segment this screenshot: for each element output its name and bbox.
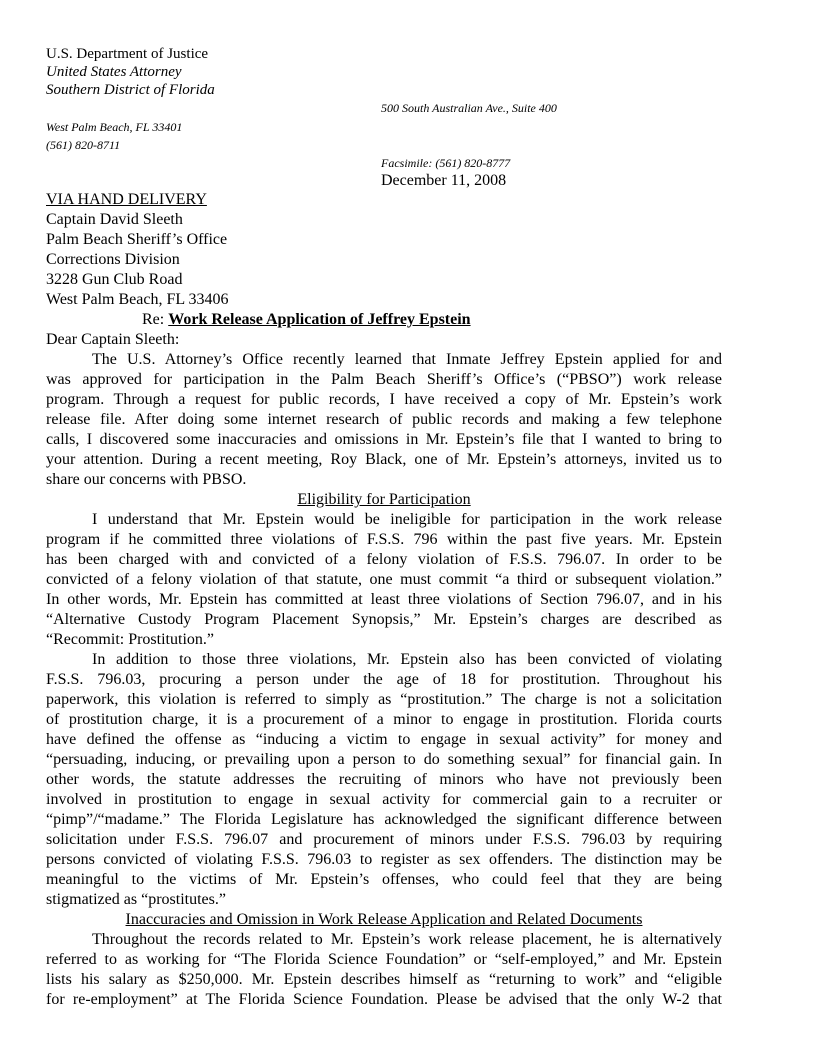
paragraph [46,650,722,910]
paragraph-line: referred to as working for “The Florida Science Foundation” or “self-employed,” and Mr. Epstein [46,951,722,968]
paragraph-line: In addition to those three violations, Mr. Epstein also has been convicted of violating [92,651,722,668]
city-address: West Palm Beach, FL 33401 [46,120,183,134]
paragraph-line: “pimp”/“madame.” The Florida Legislature has acknowledged the significant difference between [46,811,722,828]
paragraph-line: have defined the offense as “inducing a victim to engage in sexual activity” for money and [46,731,722,748]
paragraph-line: calls, I discovered some inaccuracies and omissions in Mr. Epstein’s file that I wanted to bring to [46,431,722,448]
phone-number: (561) 820-8711 [46,138,121,152]
paragraph-line: paperwork, this violation is referred to simply as “prostitution.” The charge is not a solicitation [46,691,722,708]
recipient-line: 3228 Gun Club Road [46,271,183,288]
paragraph [46,350,722,490]
paragraph-line: program. Through a request for public records, I have received a copy of Mr. Epstein’s work [46,391,722,408]
delivery-method: VIA HAND DELIVERY [46,191,207,208]
paragraph-line: program if he committed three violations of F.S.S. 796 within the past five years. Mr. Epstein [46,531,722,548]
salutation: Dear Captain Sleeth: [46,331,180,348]
recipient-address [46,210,722,310]
paragraph [46,510,722,650]
recipient-line: Captain David Sleeth [46,211,183,228]
paragraph-line: The U.S. Attorney’s Office recently learned that Inmate Jeffrey Epstein applied for and [92,351,722,368]
recipient-line: Corrections Division [46,251,180,268]
paragraph [46,930,722,1010]
paragraph-line: convicted of a felony violation of that statute, one must commit “a third or subsequent violation.” [46,571,722,588]
paragraph-line: release file. After doing some internet research of public records and making a few telephone [46,411,722,428]
paragraph-line: share our concerns with PBSO. [46,471,247,488]
section-heading: Eligibility for Participation [297,491,471,508]
re-prefix: Re: [142,311,169,328]
paragraph-line: other words, the statute addresses the recruiting of minors who have not previously been [46,771,722,788]
subject-line [46,310,722,330]
paragraph-line: “persuading, inducing, or prevailing upon a person to do something sexual” for financial gain. In [46,751,722,768]
paragraph-line: F.S.S. 796.03, procuring a person under the age of 18 for prostitution. Throughout his [46,671,722,688]
paragraph-line: for re-employment” at The Florida Science Foundation. Please be advised that the only W-2 that [46,991,722,1008]
street-address: 500 South Australian Ave., Suite 400 [381,101,557,115]
paragraph-line: persons convicted of violating F.S.S. 796.03 to register as sex offenders. The distinction may be [46,851,722,868]
district-name: Southern District of Florida [46,82,215,98]
re-subject: Work Release Application of Jeffrey Epstein [168,311,471,328]
letter-date: December 11, 2008 [381,172,507,189]
recipient-line: West Palm Beach, FL 33406 [46,291,229,308]
paragraph-line: involved in prostitution to engage in sexual activity for commercial gain to a recruiter or [46,791,722,808]
paragraph-line: stigmatized as “prostitutes.” [46,891,226,908]
office-name: United States Attorney [46,64,182,80]
paragraph-line: I understand that Mr. Epstein would be ineligible for participation in the work release [92,511,722,528]
paragraph-line: solicitation under F.S.S. 796.07 and procurement of minors under F.S.S. 796.03 by requiring [46,831,722,848]
fax-number: Facsimile: (561) 820-8777 [381,156,511,170]
paragraph-line: “Recommit: Prostitution.” [46,631,214,648]
paragraph-line: of prostitution charge, it is a procurement of a minor to engage in prostitution. Florida courts [46,711,722,728]
section-heading: Inaccuracies and Omission in Work Release Application and Related Documents [125,911,643,928]
agency-name: U.S. Department of Justice [46,46,209,62]
paragraph-line: “Alternative Custody Program Placement Synopsis,” Mr. Epstein’s charges are described as [46,611,722,628]
paragraph-line: was approved for participation in the Palm Beach Sheriff’s Office’s (“PBSO”) work release [46,371,722,388]
paragraph-line: Throughout the records related to Mr. Epstein’s work release placement, he is alternatively [92,931,722,948]
paragraph-line: your attention. During a recent meeting, Roy Black, one of Mr. Epstein’s attorneys, invited us to [46,451,722,468]
paragraph-line: meaningful to the victims of Mr. Epstein’s offenses, who could feel that they are being [46,871,722,888]
paragraph-line: In other words, Mr. Epstein has committed at least three violations of Section 796.07, and in his [46,591,722,608]
paragraph-line: lists his salary as $250,000. Mr. Epstein describes himself as “returning to work” and “eligible [46,971,722,988]
letter-body [46,190,722,1010]
paragraph-line: has been charged with and convicted of a felony violation of F.S.S. 796.07. In order to be [46,551,722,568]
recipient-line: Palm Beach Sheriff’s Office [46,231,228,248]
